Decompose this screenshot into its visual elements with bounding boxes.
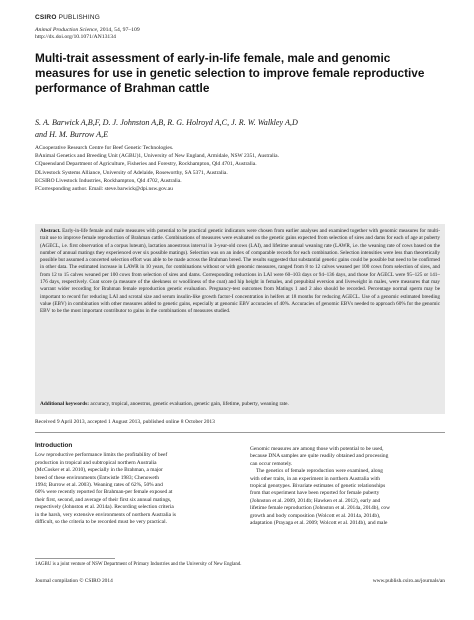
divider xyxy=(35,432,445,433)
abstract-line: evaluation. Pregnancy-test outcomes from Matings 1 and 2 also should be recorded. Percentage normal sperm may be xyxy=(184,286,440,293)
journal-name: Animal Production Science xyxy=(35,27,98,33)
author-line-2: and H. M. Burrow A,E xyxy=(35,130,109,139)
abstract-line: added to genetic gains, especially at genomic EBV accuracies of 40%. Accuracies of genomic EBVs needed to approach 60% xyxy=(143,300,406,307)
abstract-line: for the genomic EBV to be the most important contributor to gains in the combinations of measures studied. xyxy=(40,300,441,315)
abstract-line: important to record for reducing LAI and scrotal size and serum insulin-like growth factor-I concentration in heifers at xyxy=(40,293,290,300)
keywords-text: accuracy, tropical, anoestrus, genetic evaluation, genetic gain, lifetime, puberty, weaning rate. xyxy=(89,401,289,407)
abstract-line: and liveweight in males, were measures that may warrant wider recording for Brahman female reproduction genetic xyxy=(40,279,441,293)
intro-line: with other traits, in an experiment in northern Australia with xyxy=(250,475,380,482)
intro-line: 1994; Burrow et al. 2003). Weaning rates of 62%, 50% and xyxy=(35,482,163,489)
affiliation-b: BAnimal Genetics and Breeding Unit (AGBU)1, University of New England, Armidale, NSW 2351, Australia. xyxy=(35,153,279,160)
intro-heading: Introduction xyxy=(35,442,73,449)
copyright: Journal compilation © CSIRO 2014 xyxy=(35,578,113,584)
intro-line: production in tropical and subtropical northern Australia xyxy=(35,459,157,466)
abstract-line: increase in LAWR in 10 years, for combinations without or with genomic measures, ranged from 8 to 12 calves weaned per xyxy=(99,264,361,271)
affiliation-e: ECSIRO Livestock Industries, Rockhampton, Qld 4702, Australia. xyxy=(35,177,182,184)
intro-line: (McCosker et al. 2010), especially in the Brahman, a major xyxy=(35,467,163,474)
intro-left-column xyxy=(35,442,233,526)
abstract-line: Early-in-life female and male measures with potential to be practical genetic indicators were chosen from earlier xyxy=(62,228,299,234)
intro-line: Genomic measures are among those with potential to be used, xyxy=(250,446,384,452)
affiliation-a: ACooperative Research Centre for Beef Genetic Technologies. xyxy=(35,145,174,151)
abstract-line: analyses and examined together with genomic measures for multi-trait use to improve female reproduction of Brahman cattle. xyxy=(40,228,441,242)
intro-right-column xyxy=(250,446,448,527)
corresponding-author[interactable]: FCorresponding author. Email: steve.barwick@dpi.nsw.gov.au xyxy=(35,186,173,193)
journal-details: , 2014, 54, 97–109 xyxy=(97,27,140,33)
abstract-line: puberty (AGECL, i.e. first observation of a corpus luteum), lactation anoestrous interval in 3-year-old cows (LAI), and xyxy=(40,235,441,249)
abstract-line: respectively. Coat score (a measure of the sleekness or woolliness of the coat) and hip height in females, and prepubital eversion xyxy=(61,279,335,286)
intro-line: in the harsh, very extensive environments of northern Australia is xyxy=(35,511,177,518)
footnote-rule xyxy=(35,558,115,559)
intro-line: can occur remotely. xyxy=(250,460,293,467)
intro-line: 60% were recently reported for Brahman-per female exposed at xyxy=(35,489,173,496)
intro-line: breed of these environments (Entwistle 1983; Chenoweth xyxy=(35,474,159,481)
received-dates: Received 9 April 2013, accepted 1 August 2013, published online 8 October 2013 xyxy=(35,419,215,425)
author-list xyxy=(35,117,435,141)
abstract-line: results suggested that substantial genetic gains could be possible but need to be confirmed in other data. The estimated xyxy=(40,257,440,271)
affiliations xyxy=(35,144,455,193)
intro-line: difficult, so the criteria to be recorded must be very practical. xyxy=(35,519,167,526)
doi-link[interactable]: http://dx.doi.org/10.1071/AN13134 xyxy=(35,34,116,40)
abstract-line: over six possible matings). Selection was on an index of comparable records for each combination. Selection intensities were xyxy=(132,249,394,256)
intro-line: lifetime female reproduction (Johnston et al. 2014a, 2014b), cow xyxy=(250,505,390,512)
publisher-logo-text xyxy=(35,14,235,21)
abstract-line: lifetime annual weaning rate (LAWR, i.e. the weaning rate of cows based on the number of annual matings they experienced xyxy=(40,242,441,256)
intro-line: respectively (Johnston et al. 2014a). Recording selection criteria xyxy=(35,504,174,511)
affiliation-c: CQueensland Department of Agriculture, Fisheries and Forestry, Rockhampton, Qld 4701, Australia. xyxy=(35,161,257,168)
intro-line: Low reproductive performance limits the profitability of beef xyxy=(35,452,168,459)
journal-url[interactable]: www.publish.csiro.au/journals/an xyxy=(372,578,445,584)
affiliation-d: DLivestock Systems Alliance, University of Adelaide, Roseworthy, SA 5371, Australia. xyxy=(35,169,228,176)
intro-line: tropical genotypes. Bivariate estimates of genetic relationships xyxy=(250,483,386,490)
abstract-label: Abstract. xyxy=(40,228,61,234)
abstract-line: 18 months for reducing AGECL. Use of a genomic estimated breeding value (EBV) in combination with other measures xyxy=(40,293,440,307)
author-line-1: S. A. Barwick A,B,F, D. J. Johnston A,B, R. G. Holroyd A,C, J. R. W. Walkley A,D xyxy=(35,118,298,127)
abstract-line: Corresponding reductions in LAI were 60–103 days or 94–136 days, and those for AGECL were 95–125 or 141–176 days, xyxy=(40,271,440,286)
intro-line: The genetics of female reproduction were examined, along xyxy=(256,468,383,475)
keywords-label: Additional keywords: xyxy=(40,401,90,407)
abstract-line: Combinations of measures were evaluated on the genetic gains expected from selection of sires and dams for each of age at xyxy=(165,235,423,242)
journal-citation xyxy=(35,27,335,41)
intro-line: adaptation (Prayaga et al. 2009; Wolcott et al. 2014b), and male xyxy=(250,520,388,527)
abstract-line: less than theoretically possible but assumed a concerted selection effort was able to be made across the Brahman breed. The xyxy=(40,249,440,264)
intro-line: their first, second, and average of their first six annual matings, xyxy=(35,496,172,503)
intro-line: growth and body composition (Wolcott et al. 2014a, 2014b), xyxy=(250,512,381,519)
intro-line: from that experiment have been reported for female puberty xyxy=(250,490,380,497)
abstract-text xyxy=(40,228,440,316)
intro-line: because DNA samples are quite readily obtained and processing xyxy=(250,453,389,460)
paper-title: Multi-trait assessment of early-in-life female, male and genomic measures for use in genetic selection to improve female reproductive performance of Brahman cattle xyxy=(35,51,425,95)
intro-line: (Johnston et al. 2009, 2014b; Hawken et al. 2012), early and xyxy=(250,497,381,504)
footnote: 1AGBU is a joint venture of NSW Department of Primary Industries and the University of New England. xyxy=(35,562,242,567)
publisher-rest: PUBLISHING xyxy=(56,14,100,21)
abstract-line: 100 cows from selection of sires, and from 12 to 15 calves weaned per 100 cows from selection of sires and dams. xyxy=(40,264,441,278)
keywords xyxy=(40,401,440,408)
publisher-bold: CSIRO xyxy=(35,14,57,21)
